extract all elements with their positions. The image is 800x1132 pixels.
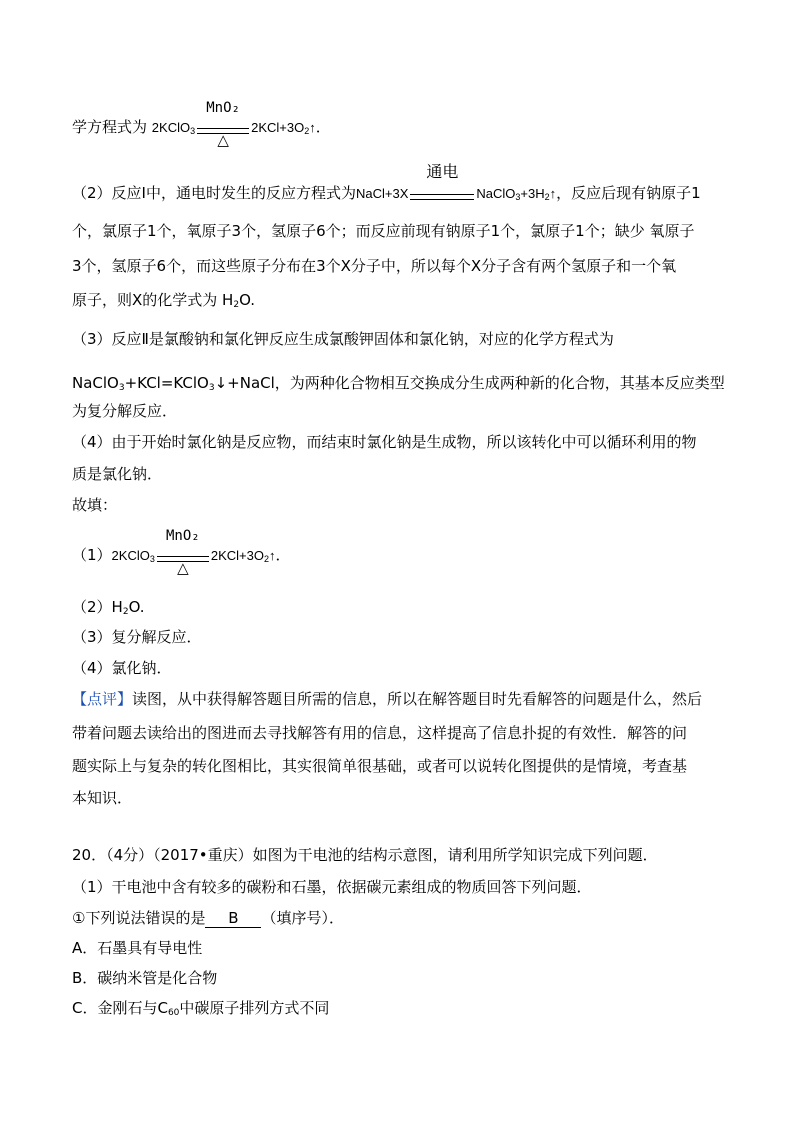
p3-line-2: NaClO$_3$+KCl=KClO$_3$↓+NaCl，为两种化合物相互交换成分生成两种新的化合物，其基本反应类型 xyxy=(72,374,725,393)
option-b: B．碳纳米管是化合物 xyxy=(72,969,218,987)
electrolysis-label: 通电 xyxy=(426,162,459,181)
answer-blank: B xyxy=(205,910,261,928)
p2-line-2: 个，氯原子1个，氧原子3个，氢原子6个；而反应前现有钠原子1个，氯原子1个；缺少 氧原子 xyxy=(72,222,695,240)
p4-line-2: 质是氯化钠． xyxy=(72,465,163,483)
reactant: 2KClO$_3$ xyxy=(151,120,196,136)
answer-1: （1）2KClO$_3$ MnO₂ △ $2KCl+3O_2↑$． xyxy=(72,528,291,577)
answer-3: （3）复分解反应． xyxy=(72,628,202,646)
text-suffix: ． xyxy=(315,118,331,136)
fill-label: 故填： xyxy=(72,496,118,514)
p3-line-1: （3）反应Ⅱ是氯酸钠和氯化钾反应生成氯酸钾固体和氯化钠，对应的化学方程式为 xyxy=(72,330,614,348)
option-a: A．石墨具有导电性 xyxy=(72,939,203,957)
q20-item1: ①下列说法错误的是 B （填序号）． xyxy=(72,909,344,927)
reaction-arrow-answer: MnO₂ △ xyxy=(157,548,209,562)
q20-sub1: （1）干电池中含有较多的碳粉和石墨，依据碳元素组成的物质回答下列问题． xyxy=(72,878,592,896)
p2-line-1: （2）反应Ⅰ中，通电时发生的反应方程式为NaCl+3X 通电 $NaClO_3+3H_2↑$，反应后现有钠原子1 xyxy=(72,162,701,202)
product: $2KCl+3O_2↑$ xyxy=(251,120,316,136)
heat-symbol: △ xyxy=(217,131,229,149)
reaction-arrow xyxy=(197,100,249,149)
p3-line-3: 为复分解反应． xyxy=(72,402,178,420)
catalyst-label: MnO₂ xyxy=(206,100,240,116)
comment-line-1: 【点评】读图，从中获得解答题目所需的信息，所以在解答题目时先看解答的问题是什么，然后 xyxy=(72,690,703,708)
p2-line-3: 3个，氢原子6个，而这些原子分布在3个X分子中，所以每个X分子含有两个氢原子和一个氧 xyxy=(72,257,677,275)
comment-line-2: 带着问题去读给出的图进而去寻找解答有用的信息，这样提高了信息扑捉的有效性．解答的问 xyxy=(72,724,688,742)
p2-line-4: 原子，则X的化学式为 $H_2O$. xyxy=(72,291,256,310)
equation-line-1 xyxy=(72,100,331,149)
answer-2: $(2)H_2O$. xyxy=(72,598,145,617)
p4-line-1: （4）由于开始时氯化钠是反应物，而结束时氯化钠是生成物，所以该转化中可以循环利用的物 xyxy=(72,433,697,451)
electrolysis-arrow xyxy=(410,162,474,200)
comment-line-3: 题实际上与复杂的转化图相比，其实很简单很基础，或者可以说转化图提供的是情境，考查基 xyxy=(72,757,688,775)
text-prefix: 学方程式为 xyxy=(72,118,148,136)
comment-tag: 【点评】 xyxy=(72,690,133,708)
option-c: C．金刚石与$C_{60}$中碳原子排列方式不同 xyxy=(72,999,330,1018)
q20-header: 20．（4分）（2017•重庆）如图为干电池的结构示意图，请利用所学知识完成下列问题． xyxy=(72,846,658,864)
answer-4: （4）氯化钠． xyxy=(72,659,172,677)
comment-line-4: 本知识． xyxy=(72,789,133,807)
